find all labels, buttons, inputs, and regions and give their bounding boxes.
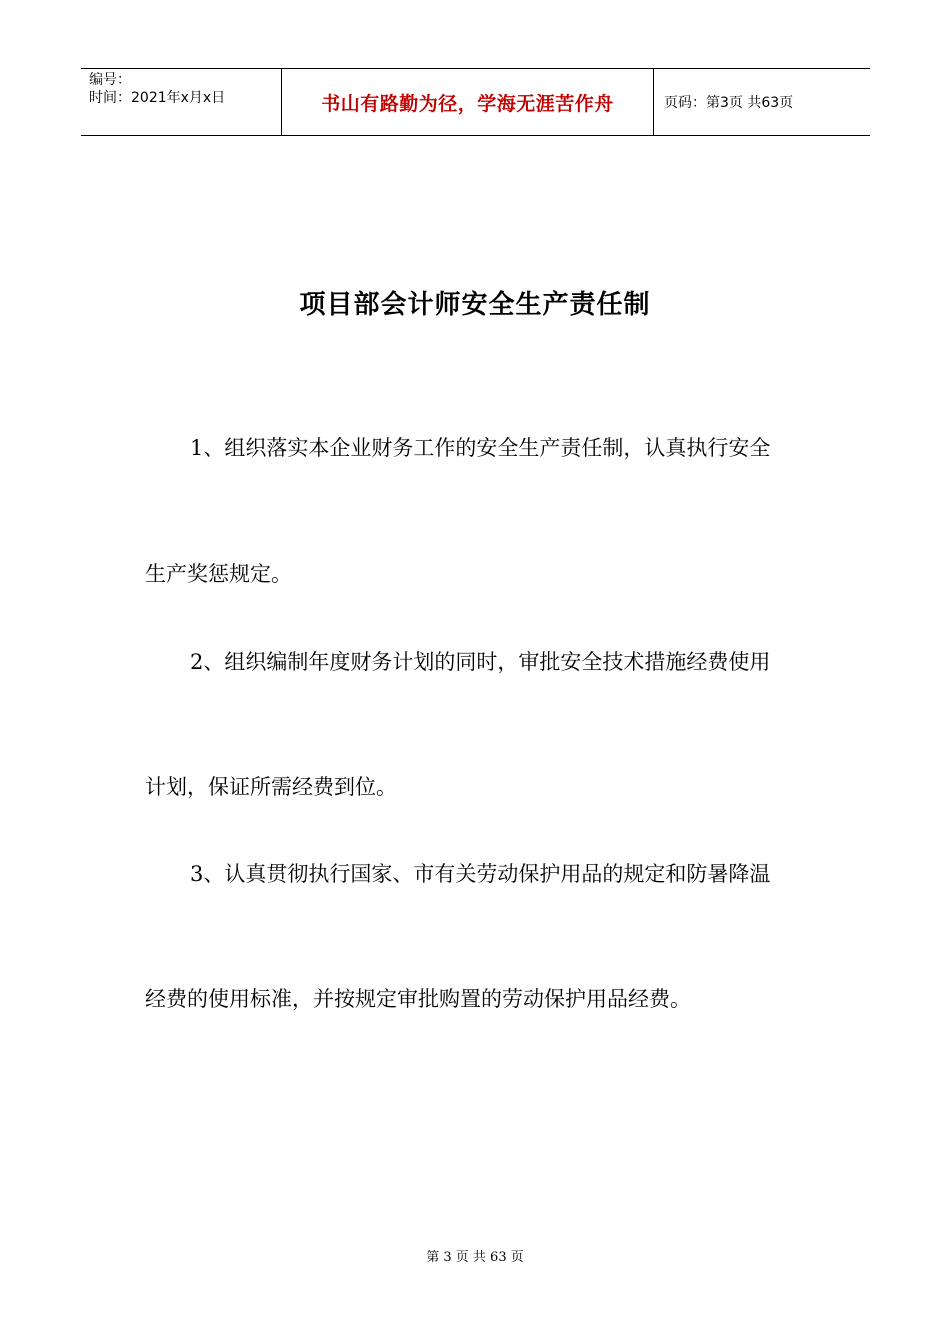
paragraph-1-line-2: 生产奖惩规定。: [145, 562, 292, 586]
header-motto-cell: [282, 69, 654, 135]
paragraph-3-line-2: 经费的使用标准，并按规定审批购置的劳动保护用品经费。: [145, 987, 691, 1011]
paragraph-2-line-1: 2、组织编制年度财务计划的同时，审批安全技术措施经费使用: [190, 650, 771, 674]
header-page-cell: [654, 69, 870, 135]
header-table: [81, 68, 870, 136]
date-label: 时间：2021年x月x日: [89, 90, 226, 106]
header-info-cell: [81, 69, 282, 135]
paragraph-2-line-2: 计划，保证所需经费到位。: [145, 775, 397, 799]
page-footer: 第 3 页 共 63 页: [426, 1250, 524, 1265]
number-label: 编号：: [89, 72, 131, 88]
paragraph-3-line-1: 3、认真贯彻执行国家、市有关劳动保护用品的规定和防暑降温: [190, 862, 771, 886]
page-info: 页码：第3页 共63页: [664, 95, 794, 111]
motto-text: 书山有路勤为径，学海无涯苦作舟: [321, 92, 614, 115]
document-title: 项目部会计师安全生产责任制: [299, 290, 651, 320]
paragraph-1-line-1: 1、组织落实本企业财务工作的安全生产责任制，认真执行安全: [190, 436, 771, 460]
